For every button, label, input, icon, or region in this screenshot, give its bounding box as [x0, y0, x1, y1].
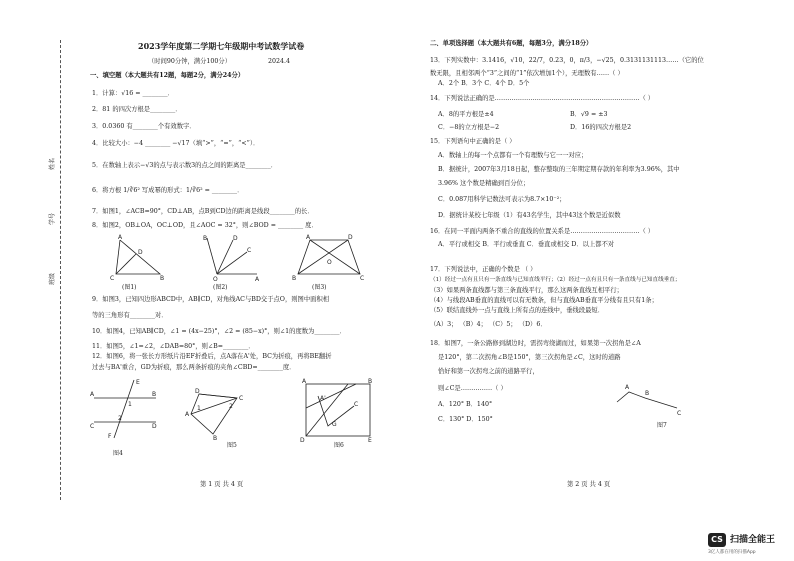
exam-time-info: （时间90分钟，满分100分） [148, 58, 232, 65]
question-4: 4．比较大小：−4 ________ −√17（填“>”，“=”，“<”）． [92, 140, 260, 147]
figure-4 [90, 376, 160, 444]
question-2: 2．81 的四次方根是________． [92, 106, 182, 113]
right-page [397, 0, 794, 561]
scanner-watermark [708, 531, 788, 557]
figure-5-caption: 图5 [227, 442, 237, 449]
question-17-statement-2: （3）如果两条直线都与第三条直线平行，那么这两条直线互相平行； [430, 287, 623, 294]
figure-7 [615, 380, 695, 420]
question-15-option-b-line-2: 3.96% 这个数是精确到百分位； [438, 180, 530, 187]
question-18-line-3: 恰好和第一次拐弯之前的道路平行， [438, 368, 539, 375]
question-16-options: A．平行或相交 B．平行或垂直 C．垂直或相交 D．以上都不对 [438, 241, 615, 248]
question-15-option-c: C．0.087用科学记数法可表示为8.7×10⁻²； [438, 196, 566, 203]
svg-text:A: A [90, 391, 95, 398]
binding-line [60, 40, 61, 500]
figure-3 [290, 232, 370, 282]
svg-text:B: B [292, 275, 297, 282]
figure-2 [195, 232, 265, 282]
question-14-option-b: B．√9 = ±3 [570, 111, 608, 118]
svg-text:D: D [348, 234, 353, 241]
question-12-line-1: 12．如图6，将一张长方形纸片沿EF折叠后，点A落在A'处，BC为折痕，再将BE翻折 [92, 353, 332, 360]
question-9-line-1: 9．如图3，已知四边形ABCD中，AB∥CD，对角线AC与BD交于点O，则图中面积相 [92, 296, 330, 303]
margin-name-label: 姓名 [49, 157, 56, 170]
figure-3-caption: (图3) [312, 284, 327, 291]
svg-text:A: A [255, 276, 260, 282]
question-17-statement-3: （4）与线段AB垂直的直线可以有无数条，但与直线AB垂直平分线有且只有1条； [430, 297, 658, 304]
figure-6-caption: 图6 [334, 442, 344, 449]
svg-text:D: D [138, 249, 143, 256]
svg-text:C: C [677, 410, 682, 417]
question-17-statement-4: （5）联结直线外一点与直线上所有点的连线中，垂线段最短． [430, 307, 605, 314]
question-13-options: A．2个 B．3个 C．4个 D．5个 [438, 80, 530, 87]
question-13-line-2: 数无限，且相邻两个“3”之间的“1”依次增加1个），无理数有……（ ） [430, 70, 624, 77]
figure-1-caption: (图1) [122, 284, 137, 291]
question-14-option-a: A．8的平方根是±4 [438, 111, 494, 118]
figure-6 [298, 376, 378, 444]
question-1: 1．计算：√16 = ________． [92, 90, 174, 97]
question-8: 8．如图2，OB⊥OA，OC⊥OD，且∠AOC = 32°，则∠BOD = ________ 度． [92, 222, 318, 229]
svg-text:D: D [152, 423, 157, 430]
section-2-heading: 二、单项选择题（本大题共有6题，每题3分，满分18分） [430, 40, 593, 47]
question-15: 15．下列语句中正确的是（ ） [430, 138, 516, 145]
question-9-line-2: 等的三角形有________对． [92, 312, 168, 319]
scanner-app-name: 扫描全能王 [730, 535, 776, 545]
svg-text:C: C [360, 275, 365, 282]
svg-text:A: A [625, 384, 630, 391]
svg-text:C: C [354, 401, 359, 408]
svg-text:B: B [645, 390, 650, 397]
svg-text:2: 2 [229, 403, 233, 410]
question-18-options-row-2: C．130° D．150° [438, 416, 493, 423]
svg-text:D: D [300, 437, 305, 444]
svg-text:E: E [368, 437, 372, 444]
svg-text:C: C [239, 395, 244, 402]
question-17-options: （A）3； （B）4； （C）5； （D）6． [430, 321, 547, 328]
figure-5 [185, 386, 250, 441]
svg-text:C: C [90, 423, 95, 430]
question-13-line-1: 13．下列实数中：3.1416，√10，22/7，0.23，0，π/3，−√25，0.3131131113……（它的位 [430, 57, 704, 64]
svg-text:1: 1 [128, 401, 132, 408]
svg-text:2: 2 [118, 415, 122, 422]
svg-text:B: B [160, 275, 165, 282]
scanner-tagline: 3亿人都在用的扫描App [708, 550, 756, 555]
question-16: 16．在同一平面内两条不重合的直线的位置关系是……………………………（ ） [430, 228, 655, 235]
question-14: 14．下列说法正确的是……………………………………………………………（ ） [430, 95, 655, 102]
scanner-logo-icon: CS [708, 533, 726, 547]
svg-text:B: B [213, 435, 218, 441]
svg-text:B: B [152, 391, 157, 398]
question-15-option-b-line-1: B．据统计，2007年3月18日起，整存整取的三年期定期存款的年利率为3.96%，其中 [438, 166, 680, 173]
svg-text:C: C [110, 275, 115, 282]
question-3: 3．0.0360 有________个有效数字． [92, 123, 196, 130]
exam-date: 2024.4 [268, 58, 291, 65]
question-14-option-d: D．16的四次方根是2 [570, 124, 632, 131]
figure-2-caption: (图2) [213, 284, 228, 291]
question-18-line-1: 18．如图7，一条公路修到湖边时，需拐弯绕湖而过，如果第一次拐角是∠A [430, 340, 641, 347]
svg-text:A: A [118, 234, 123, 241]
question-18-line-2: 是120°，第二次拐角∠B是150°，第三次拐角是∠C，这时的道路 [438, 354, 621, 361]
right-page-footer: 第 2 页 共 4 页 [567, 481, 611, 488]
question-7: 7．如图1，∠ACB=90°，CD⊥AB，点B到CD边的距离是线段________的长． [92, 208, 314, 215]
svg-text:C: C [247, 247, 252, 254]
svg-text:B: B [203, 235, 208, 242]
question-10: 10．如图4，已知AB∥CD，∠1 = (4x−25)°，∠2 = (85−x)°，则∠1的度数为________． [92, 328, 346, 335]
svg-text:1: 1 [197, 405, 201, 412]
margin-class-label: 班级 [49, 272, 56, 285]
question-11: 11．如图5，∠1=∠2，∠DAB=80°，则∠B=________． [92, 343, 255, 350]
svg-text:D: D [233, 235, 238, 242]
svg-text:O: O [327, 259, 332, 266]
svg-text:A: A [306, 234, 311, 241]
section-1-heading: 一、填空题（本大题共有12题，每题2分，满分24分） [90, 72, 245, 79]
question-5: 5．在数轴上表示−√3的点与表示数3的点之间的距离是________． [92, 162, 278, 169]
question-18-options-row-1: A．120° B．140° [438, 401, 493, 408]
svg-text:A: A [302, 378, 307, 385]
question-12-line-2: 过去与BA'重合，GD为折痕，那么两条折痕的夹角∠CBD=________度． [92, 364, 296, 371]
exam-title: 2023学年度第二学期七年级期中考试数学试卷 [138, 41, 305, 51]
svg-text:E: E [136, 379, 140, 386]
svg-text:A: A [185, 411, 190, 418]
question-15-option-a: A．数轴上的每一个点都有一个有理数与它一一对应； [438, 152, 588, 159]
svg-text:G: G [332, 421, 337, 428]
figure-4-caption: 图4 [113, 450, 123, 457]
question-18-line-4: 则∠C是……………（ ） [438, 385, 507, 392]
question-15-option-d: D．据统计某校七年级（1）有43名学生，其中43这个数是近似数 [438, 212, 621, 219]
svg-text:A': A' [320, 395, 326, 402]
margin-id-label: 学号 [49, 212, 56, 225]
question-14-option-c: C．−8的立方根是−2 [438, 124, 500, 131]
svg-text:D: D [195, 388, 200, 395]
question-17-statement-1: （1）经过一点有且只有一条直线与已知直线平行；（2）经过一点有且只有一条直线与已知直线垂直； [430, 277, 681, 283]
svg-text:B: B [368, 378, 373, 385]
figure-1 [108, 232, 178, 282]
figure-7-caption: 图7 [657, 422, 667, 429]
question-6: 6．将方根 1/∛6² 写成幂的形式：1/∛6² = ________． [92, 187, 244, 194]
svg-text:O: O [213, 276, 218, 282]
left-page-footer: 第 1 页 共 4 页 [200, 481, 244, 488]
question-17: 17．下列说法中，正确的个数是 （ ） [430, 266, 537, 273]
svg-text:F: F [108, 433, 112, 440]
